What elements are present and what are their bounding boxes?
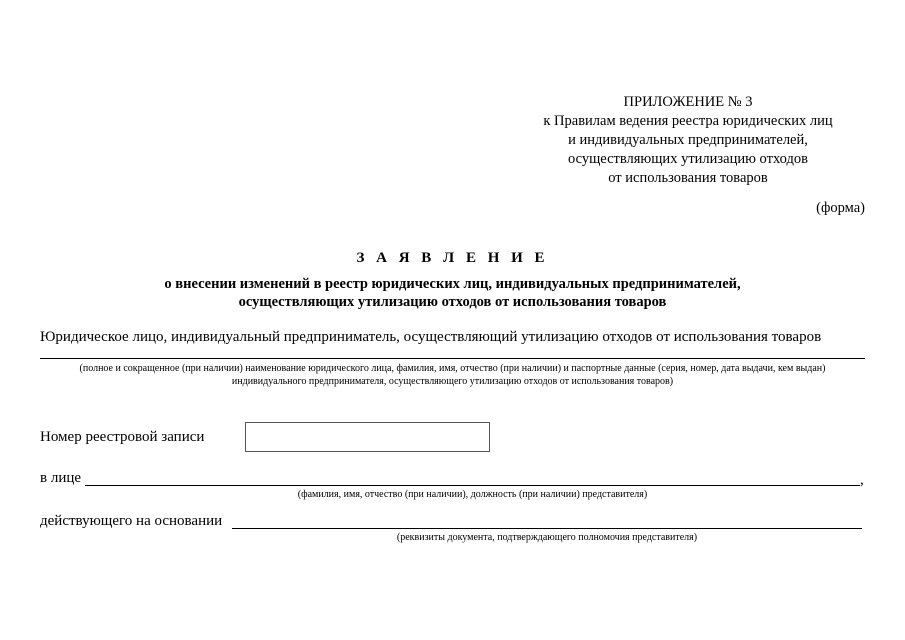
represented-by-label: в лице [40, 470, 82, 486]
document-subtitle [0, 275, 905, 311]
applicant-type-text: Юридическое лицо, индивидуальный предприниматель, осуществляющий утилизацию отходов от использования товаров [40, 329, 822, 345]
appendix-line: к Правилам ведения реестра юридических лиц [543, 113, 833, 129]
represented-by-line[interactable] [85, 485, 860, 486]
document-title: З А Я В Л Е Н И Е [356, 250, 549, 266]
appendix-header [530, 93, 846, 188]
subtitle-line: о внесении изменений в реестр юридических лиц, индивидуальных предпринимателей, [164, 276, 741, 292]
applicant-caption [40, 362, 865, 388]
represented-by-caption: (фамилия, имя, отчество (при наличии), должность (при наличии) представителя) [297, 489, 648, 500]
form-note: (форма) [816, 200, 865, 216]
acting-basis-line[interactable] [232, 528, 862, 529]
caption-line: (полное и сокращенное (при наличии) наименование юридического лица, фамилия, имя, отчество (при наличии) и паспортные данные (серия, номер, дата выдачи, кем выдан) [79, 363, 826, 374]
applicant-name-line[interactable] [40, 358, 865, 359]
subtitle-line: осуществляющих утилизацию отходов от использования товаров [238, 294, 667, 310]
appendix-line: осуществляющих утилизацию отходов [568, 151, 808, 167]
caption-line: индивидуального предпринимателя, осуществляющего утилизацию отходов от использования товаров) [231, 376, 674, 387]
appendix-title: ПРИЛОЖЕНИЕ № 3 [623, 94, 753, 110]
acting-basis-caption: (реквизиты документа, подтверждающего полномочия представителя) [396, 532, 698, 543]
appendix-line: и индивидуальных предпринимателей, [568, 132, 808, 148]
acting-basis-label: действующего на основании [40, 513, 223, 529]
registry-record-field[interactable] [245, 422, 490, 452]
appendix-line: от использования товаров [608, 170, 768, 186]
represented-by-comma: , [860, 472, 864, 488]
registry-record-label: Номер реестровой записи [40, 429, 205, 445]
